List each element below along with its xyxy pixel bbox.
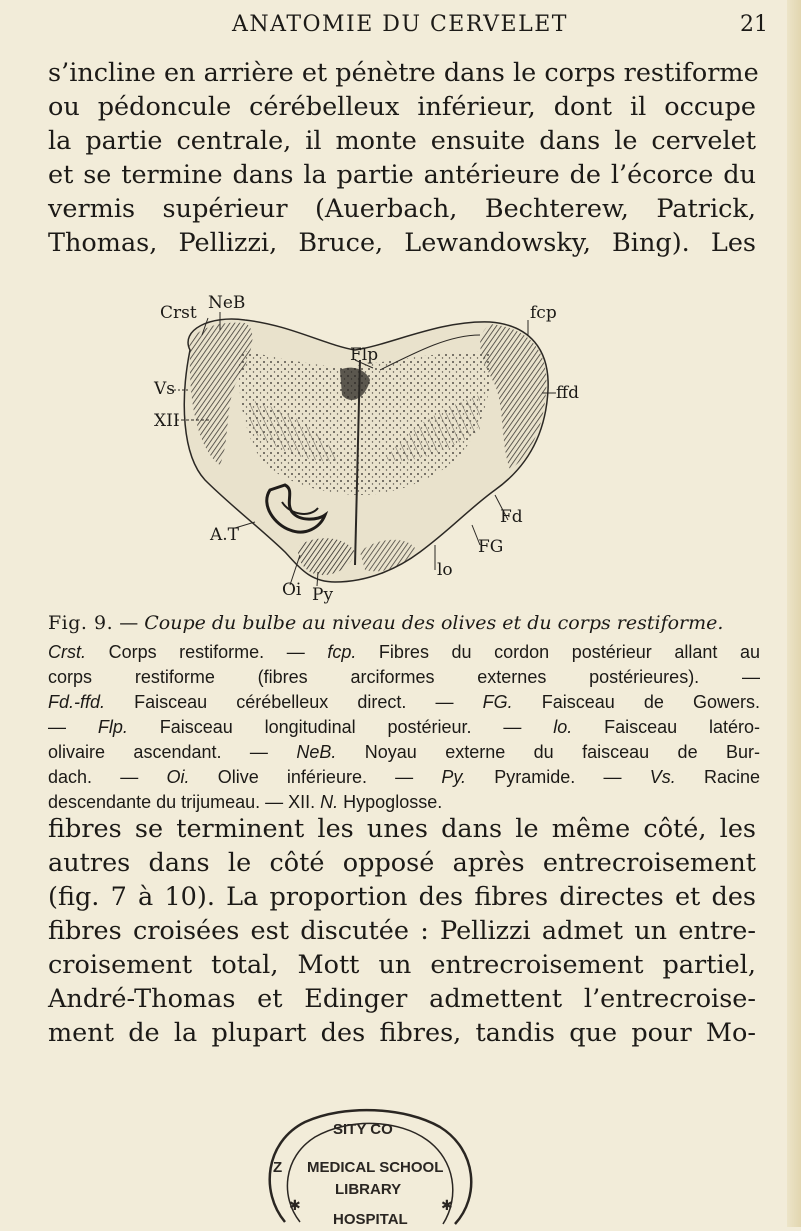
legend-abbr: lo.: [553, 717, 573, 737]
legend-abbr: FG.: [482, 692, 513, 712]
figure-caption: [48, 610, 758, 636]
label-crst: Crst: [160, 303, 197, 323]
legend-text: —: [48, 717, 98, 737]
text-line: la partie centrale, il monte ensuite dans le cervelet: [48, 126, 756, 156]
legend-abbr: Crst.: [48, 642, 86, 662]
label-vs: Vs: [154, 379, 176, 399]
label-oi: Oi: [282, 580, 302, 600]
legend-line: [48, 765, 760, 790]
stamp-prefix: Z: [273, 1159, 283, 1176]
legend-text: descendante du trijumeau. — XII.: [48, 792, 321, 812]
text-line: vermis supérieur (Auerbach, Bechterew, Patrick,: [48, 194, 756, 224]
legend-line: [48, 690, 760, 715]
legend-abbr: Flp.: [97, 717, 128, 737]
legend-text: corps restiforme (fibres arciformes externes postérieures). —: [48, 667, 760, 687]
text-line: fibres se terminent les unes dans le même côté, les: [48, 814, 756, 844]
legend-text: Faisceau longitudinal postérieur. —: [127, 717, 554, 737]
legend-line: [48, 640, 760, 665]
label-ffd: ffd: [556, 383, 579, 403]
legend-line: [48, 740, 760, 765]
library-stamp-seal: [255, 1102, 485, 1227]
star-icon: ✱: [289, 1198, 301, 1214]
text-line: et se termine dans la partie antérieure de l’écorce du: [48, 160, 756, 190]
label-fg: FG: [478, 537, 504, 557]
stamp-line2: LIBRARY: [335, 1181, 402, 1198]
legend-abbr: N.: [320, 792, 339, 812]
legend-abbr: Fd.-ffd.: [48, 692, 106, 712]
text-line: ou pédoncule cérébelleux inférieur, dont il occupe: [48, 92, 756, 122]
legend-text: olivaire ascendant. —: [48, 742, 297, 762]
caption-dash: —: [119, 612, 139, 634]
stamp-line1: MEDICAL SCHOOL: [307, 1159, 444, 1176]
text-line: s’incline en arrière et pénètre dans le corps restiforme: [48, 58, 759, 88]
figure-number: Fig. 9.: [48, 612, 114, 634]
legend-text: Faisceau cérébelleux direct. —: [105, 692, 483, 712]
legend-text: Olive inférieure. —: [189, 767, 442, 787]
text-line: (fig. 7 à 10). La proportion des fibres directes et des: [48, 882, 756, 912]
legend-text: dach. —: [48, 767, 167, 787]
legend-text: Corps restiforme. —: [86, 642, 328, 662]
legend-abbr: fcp.: [327, 642, 357, 662]
legend-abbr: Oi.: [166, 767, 190, 787]
legend-text: Faisceau de Gowers.: [512, 692, 760, 712]
star-icon: ✱: [441, 1198, 453, 1214]
legend-line: [48, 715, 760, 740]
figure-legend: [48, 640, 760, 815]
stamp-arc-top: SITY CO: [333, 1121, 393, 1138]
running-head: [0, 8, 801, 44]
text-line: autres dans le côté opposé après entrecroisement: [48, 848, 756, 878]
running-head-title: ANATOMIE DU CERVELET: [232, 12, 568, 37]
text-line: croisement total, Mott un entrecroisement partiel,: [48, 950, 756, 980]
text-line: ment de la plupart des fibres, tandis que pour Mo-: [48, 1018, 756, 1048]
medulla-section-illustration: [150, 290, 580, 605]
stamp-arc-bottom: HOSPITAL: [333, 1211, 408, 1227]
legend-text: Fibres du cordon postérieur allant au: [356, 642, 760, 662]
page-edge: [787, 0, 801, 1227]
page-number: 21: [740, 12, 768, 37]
legend-text: Pyramide. —: [466, 767, 650, 787]
label-py: Py: [312, 585, 334, 605]
label-fcp: fcp: [530, 303, 557, 323]
label-fd: Fd: [500, 507, 523, 527]
label-flp: Flp: [350, 345, 379, 365]
paragraph-bottom: [48, 812, 756, 1050]
figure-medulla-section: [150, 290, 580, 605]
figure-title: Coupe du bulbe au niveau des olives et du corps restiforme.: [144, 612, 724, 634]
label-xii: XII: [154, 411, 180, 431]
library-stamp: [255, 1102, 485, 1227]
label-at: A.T: [210, 525, 240, 545]
legend-abbr: Vs.: [649, 767, 676, 787]
label-lo: lo: [437, 560, 453, 580]
legend-text: Racine: [675, 767, 760, 787]
legend-abbr: NeB.: [296, 742, 337, 762]
legend-text: Noyau externe du faisceau de Bur-: [336, 742, 760, 762]
text-line: fibres croisées est discutée : Pellizzi admet un entre-: [48, 916, 756, 946]
text-line: Thomas, Pellizzi, Bruce, Lewandowsky, Bing). Les: [48, 228, 756, 258]
paragraph-top: [48, 56, 759, 260]
legend-text: Hypoglosse.: [338, 792, 443, 812]
label-neb: NeB: [208, 293, 246, 313]
legend-text: Faisceau latéro-: [572, 717, 760, 737]
legend-abbr: Py.: [441, 767, 467, 787]
text-line: André-Thomas et Edinger admettent l’entrecroise-: [48, 984, 756, 1014]
legend-line: [48, 665, 760, 690]
